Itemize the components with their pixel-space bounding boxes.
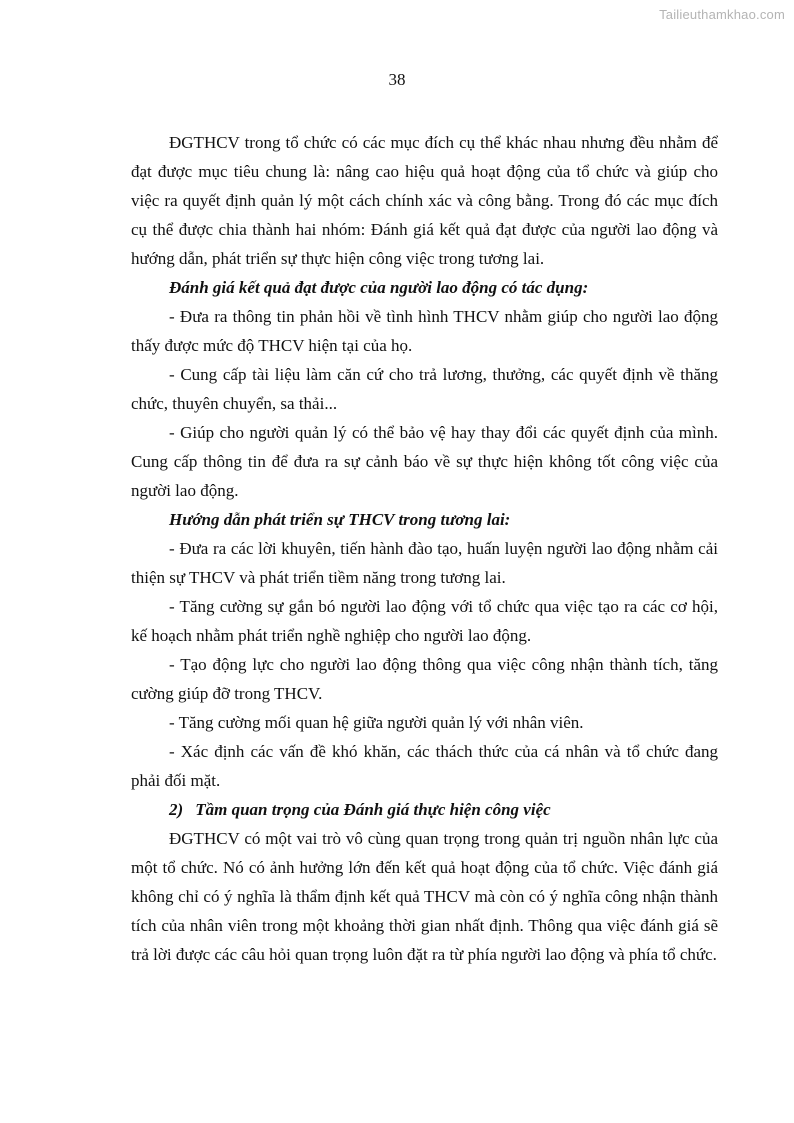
section-paragraph: ĐGTHCV có một vai trò vô cùng quan trọng trong quản trị nguồn nhân lực của một tổ chức. Nó có ảnh hưởng lớn đến kết quả hoạt động của tổ chức. Việc đánh giá không chỉ có ý nghĩa là thẩm định kết quả THCV mà còn có ý nghĩa công nhận thành tích của nhân viên trong một khoảng thời gian nhất định. Thông qua việc đánh giá sẽ trả lời được các câu hỏi quan trọng luôn đặt ra từ phía người lao động và phía tổ chức. — [131, 829, 718, 964]
intro-paragraph: ĐGTHCV trong tổ chức có các mục đích cụ thể khác nhau nhưng đều nhằm để đạt được mục tiêu chung là: nâng cao hiệu quả hoạt động của tổ chức và giúp cho việc ra quyết định quản lý một cách chính xác và công bằng. Trong đó các mục đích cụ thể được chia thành hai nhóm: Đánh giá kết quả đạt được của người lao động và hướng dẫn, phát triển sự thực hiện công việc trong tương lai. — [131, 133, 718, 268]
list-item: - Tạo động lực cho người lao động thông qua việc công nhận thành tích, tăng cường giúp đỡ trong THCV. — [131, 655, 718, 703]
list-item: - Xác định các vấn đề khó khăn, các thách thức của cá nhân và tổ chức đang phải đối mặt. — [131, 742, 718, 790]
list-item: - Giúp cho người quản lý có thể bảo vệ hay thay đổi các quyết định của mình. Cung cấp thông tin để đưa ra sự cảnh báo về sự thực hiện không tốt công việc của người lao động. — [131, 423, 718, 500]
group2-heading: Hướng dẫn phát triển sự THCV trong tương lai: — [169, 510, 511, 529]
list-item: - Cung cấp tài liệu làm căn cứ cho trả lương, thưởng, các quyết định về thăng chức, thuyên chuyển, sa thải... — [131, 365, 718, 413]
watermark: Tailieuthamkhao.com — [659, 7, 785, 22]
list-item: - Tăng cường mối quan hệ giữa người quản lý với nhân viên. — [169, 713, 584, 732]
document-body — [131, 128, 718, 969]
section-heading — [131, 795, 718, 824]
list-item: - Đưa ra các lời khuyên, tiến hành đào tạo, huấn luyện người lao động nhằm cải thiện sự THCV và phát triển tiềm năng trong tương lai. — [131, 539, 718, 587]
group1-heading: Đánh giá kết quả đạt được của người lao động có tác dụng: — [169, 278, 589, 297]
section-title: Tầm quan trọng của Đánh giá thực hiện công việc — [195, 800, 551, 819]
list-item: - Đưa ra thông tin phản hồi về tình hình THCV nhằm giúp cho người lao động thấy được mức độ THCV hiện tại của họ. — [131, 307, 718, 355]
section-number: 2) — [169, 800, 184, 819]
page-number: 38 — [388, 70, 406, 89]
list-item: - Tăng cường sự gắn bó người lao động với tổ chức qua việc tạo ra các cơ hội, kế hoạch nhằm phát triển nghề nghiệp cho người lao động. — [131, 597, 718, 645]
